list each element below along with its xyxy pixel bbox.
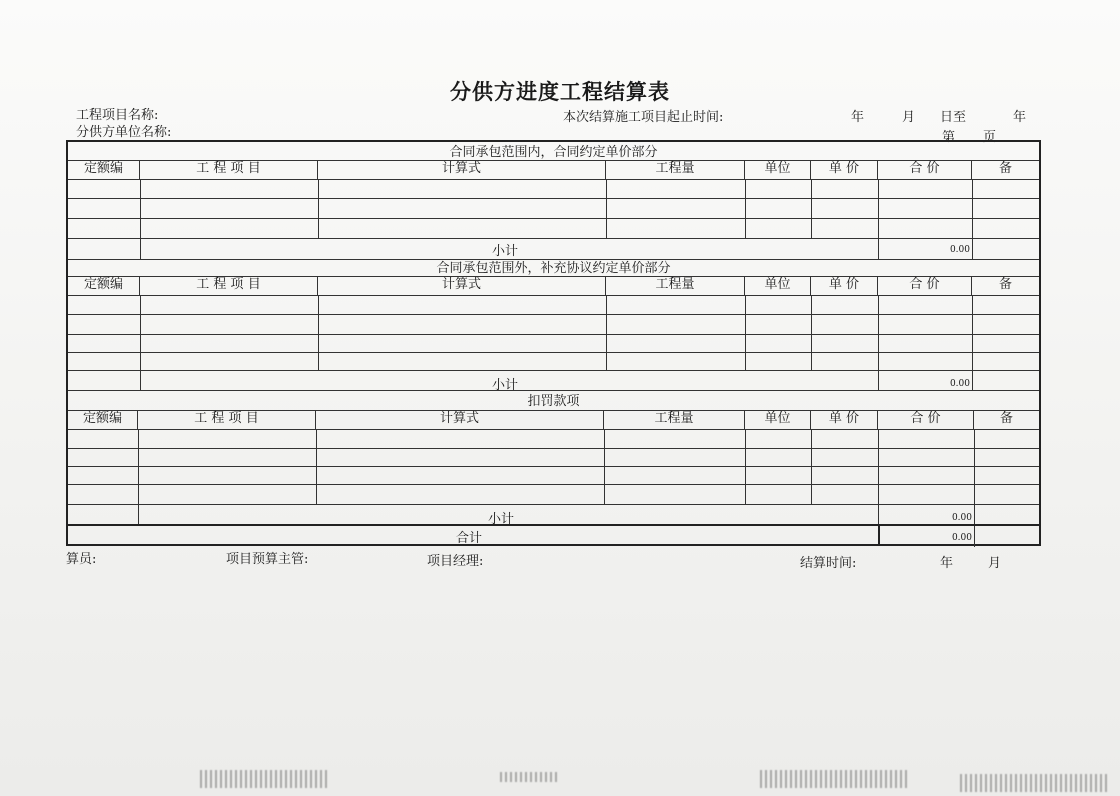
col-item: 工 程 项 目 bbox=[140, 276, 318, 295]
year-label: 年 bbox=[851, 110, 865, 125]
page-number-label: 第 bbox=[942, 130, 956, 145]
project-manager-label: 项目经理: bbox=[427, 554, 484, 569]
col-remark: 备 bbox=[999, 411, 1013, 426]
col-remark: 备 bbox=[998, 161, 1012, 176]
total-label: 合计 bbox=[456, 531, 483, 546]
budget-clerk-label: 算员: bbox=[66, 552, 97, 567]
col-total-price: 合 价 bbox=[878, 160, 972, 179]
subtotal-value: 0.00 bbox=[949, 379, 970, 389]
section-title: 合同承包范围外，补充协议约定单价部分 bbox=[436, 261, 671, 276]
col-quantity: 工程量 bbox=[606, 276, 745, 295]
col-total-price: 合 价 bbox=[878, 276, 972, 295]
col-item: 工 程 项 目 bbox=[140, 160, 318, 179]
col-unit: 单位 bbox=[745, 410, 811, 429]
day-to-label: 日至 bbox=[940, 110, 967, 125]
page-unit-label: 页 bbox=[983, 130, 997, 145]
col-quota-code: 定额编 bbox=[68, 160, 140, 179]
col-unit: 单位 bbox=[745, 276, 811, 295]
col-unit: 单位 bbox=[745, 160, 811, 179]
subcontractor-label: 分供方单位名称: bbox=[76, 125, 172, 140]
col-unit-price: 单 价 bbox=[811, 160, 878, 179]
subtotal-label: 小计 bbox=[488, 512, 515, 527]
subtotal-label: 小计 bbox=[492, 244, 519, 259]
scan-artifact bbox=[500, 772, 560, 782]
document-title: 分供方进度工程结算表 bbox=[450, 79, 670, 104]
budget-supervisor-label: 项目预算主管: bbox=[226, 552, 309, 567]
col-formula: 计算式 bbox=[316, 410, 604, 429]
section-grid bbox=[68, 410, 1039, 510]
col-formula: 计算式 bbox=[318, 160, 606, 179]
scan-artifact bbox=[760, 770, 910, 788]
total-value: 0.00 bbox=[951, 533, 972, 543]
section-title: 合同承包范围内，合同约定单价部分 bbox=[449, 145, 658, 160]
month-label: 月 bbox=[902, 110, 916, 125]
year-end-label: 年 bbox=[1013, 110, 1027, 125]
col-total-price: 合 价 bbox=[878, 410, 974, 429]
subtotal-value: 0.00 bbox=[951, 513, 972, 523]
settlement-table bbox=[66, 140, 1041, 546]
scan-artifact bbox=[960, 774, 1110, 792]
project-name-label: 工程项目名称: bbox=[76, 108, 159, 123]
section-title: 扣罚款项 bbox=[527, 394, 580, 409]
subtotal-label: 小计 bbox=[492, 378, 519, 393]
settle-time-label: 结算时间: bbox=[800, 556, 857, 571]
settle-month-label: 月 bbox=[988, 556, 1002, 571]
section-grid bbox=[68, 160, 1039, 240]
col-unit-price: 单 价 bbox=[811, 410, 878, 429]
col-quantity: 工程量 bbox=[606, 160, 745, 179]
settle-year-label: 年 bbox=[940, 556, 954, 571]
section-grid bbox=[68, 276, 1039, 372]
col-quota-code: 定额编 bbox=[68, 410, 138, 429]
subtotal-value: 0.00 bbox=[949, 245, 970, 255]
col-quota-code: 定额编 bbox=[68, 276, 140, 295]
col-formula: 计算式 bbox=[318, 276, 606, 295]
col-quantity: 工程量 bbox=[604, 410, 745, 429]
col-unit-price: 单 价 bbox=[811, 276, 878, 295]
period-label: 本次结算施工项目起止时间: bbox=[563, 110, 724, 125]
col-remark: 备 bbox=[998, 277, 1012, 292]
scan-artifact bbox=[200, 770, 330, 788]
col-item: 工 程 项 目 bbox=[138, 410, 316, 429]
